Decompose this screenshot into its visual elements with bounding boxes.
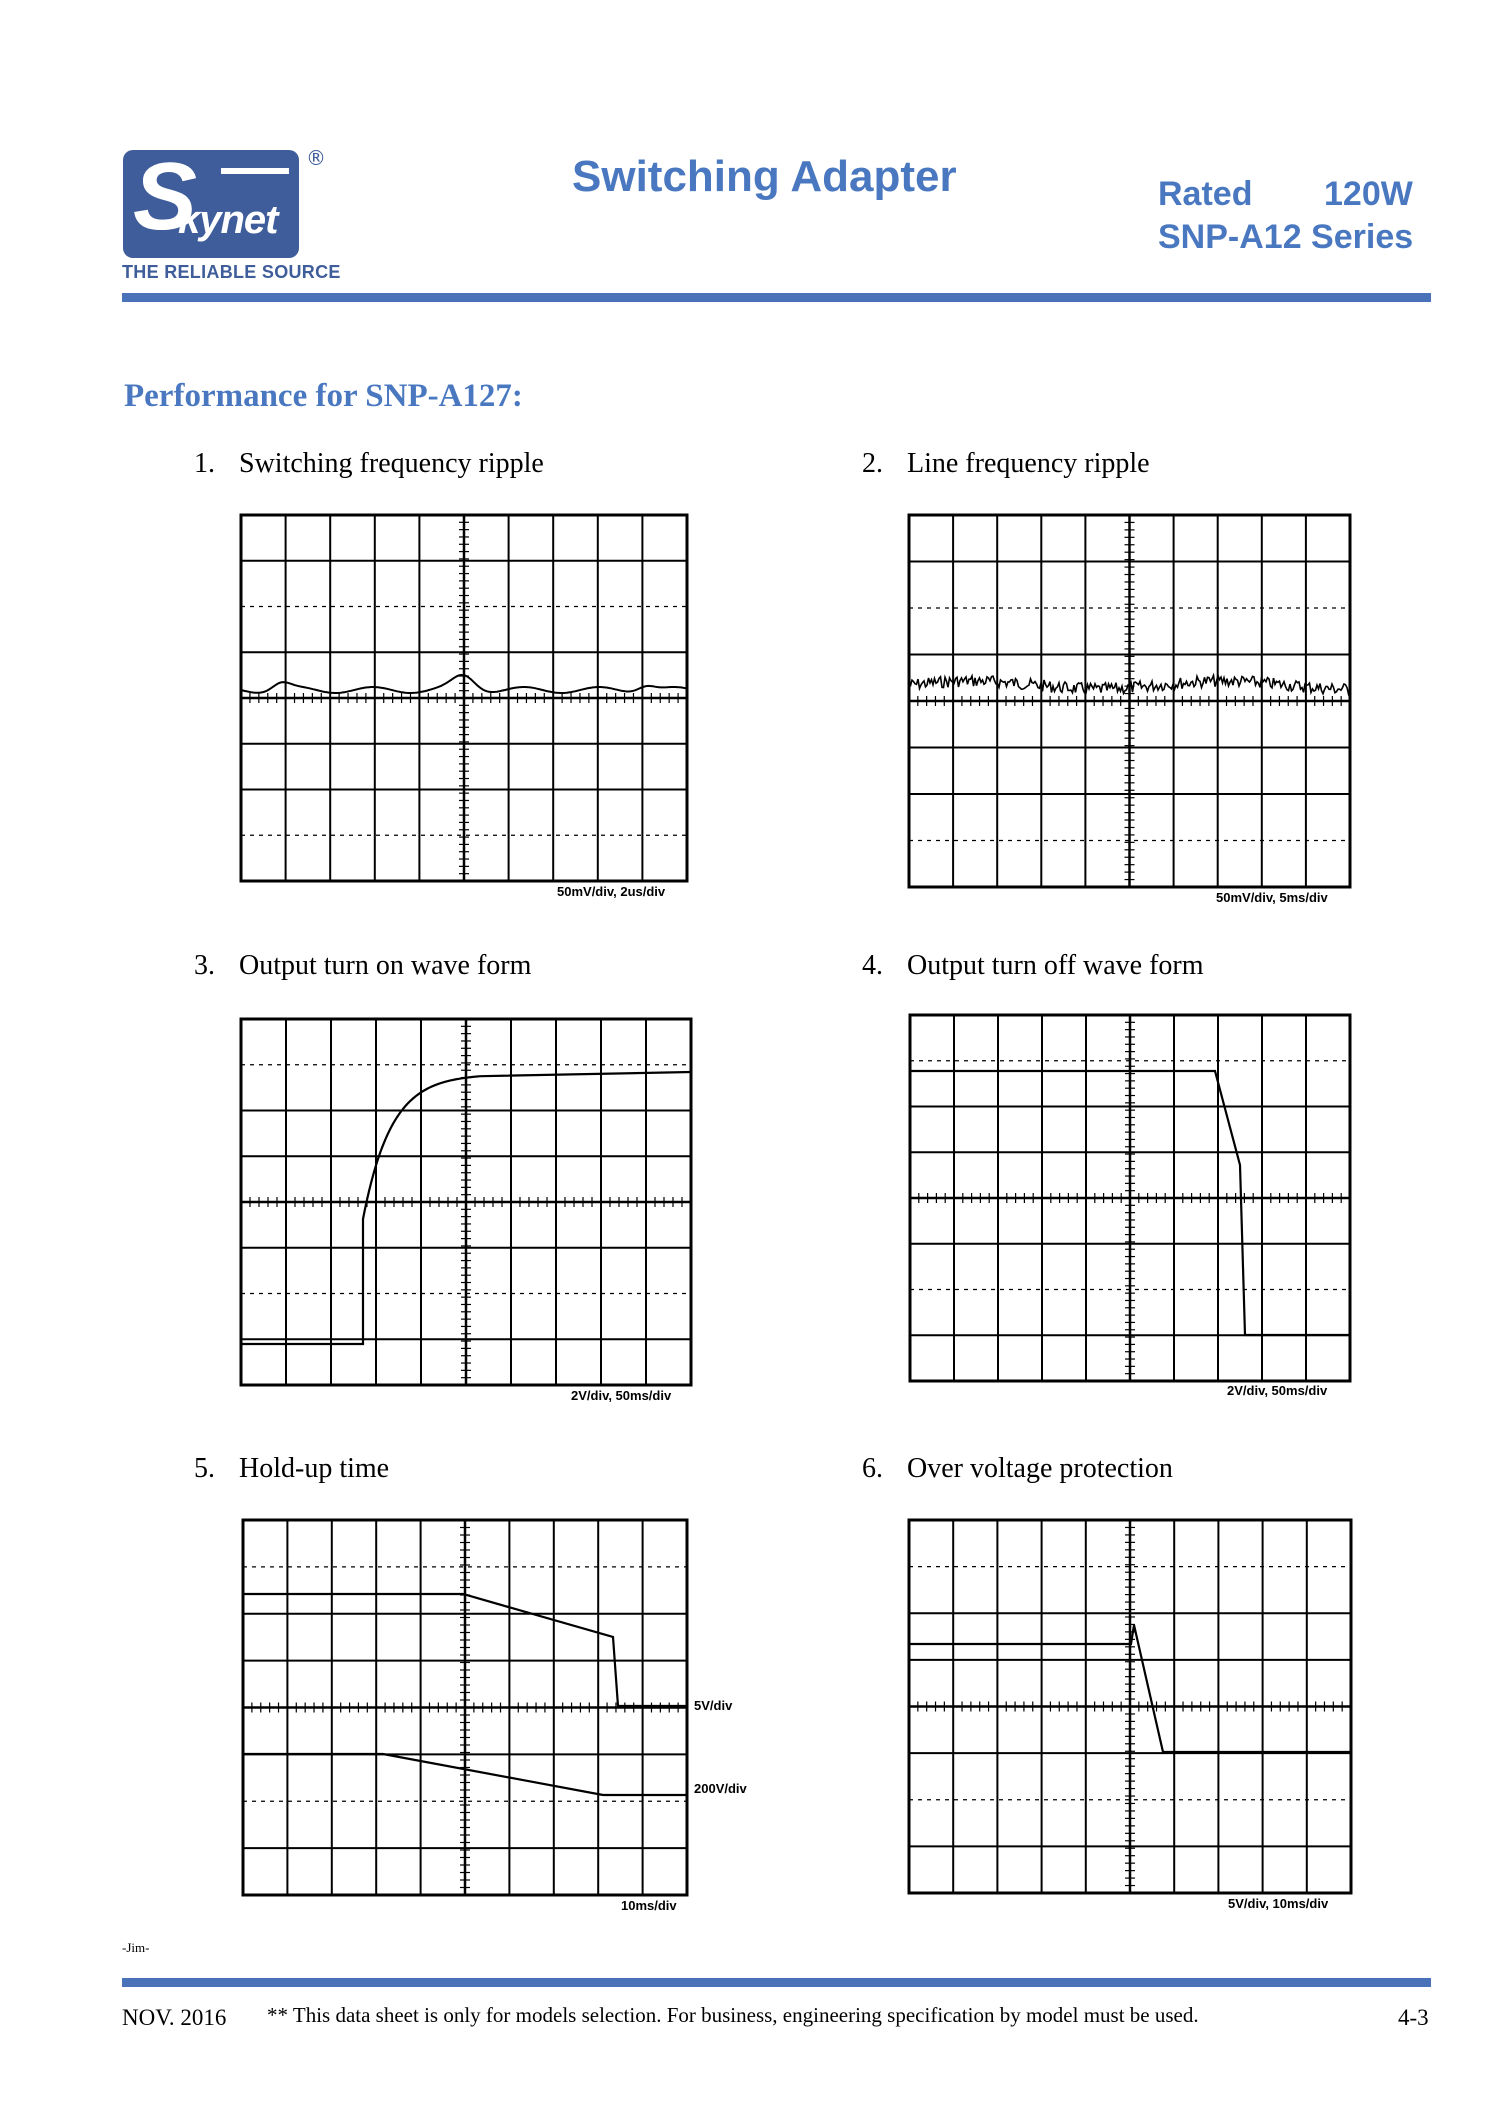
author-note: -Jim- — [122, 1940, 150, 1955]
panel-5-ch2-label: 200V/div — [694, 1781, 747, 1796]
footer-page-number: 4-3 — [1398, 2005, 1429, 2030]
panel-6-title: Over voltage protection — [907, 1453, 1173, 1484]
rated-value: 120W — [1324, 175, 1413, 213]
panel-4-title: Output turn off wave form — [907, 950, 1204, 981]
rated-label: Rated — [1158, 175, 1253, 213]
panel-3-scale-label: 2V/div, 50ms/div — [571, 1388, 672, 1403]
panel-4-number: 4. — [862, 950, 883, 981]
panel-2-title: Line frequency ripple — [907, 448, 1150, 479]
panel-3-number: 3. — [194, 950, 215, 981]
header-rule — [122, 293, 1431, 302]
registered-mark: ® — [306, 146, 326, 170]
logo-tagline: THE RELIABLE SOURCE — [122, 262, 341, 282]
panel-5-number: 5. — [194, 1453, 215, 1484]
logo-s-glyph: S — [133, 143, 194, 250]
scope-grid-6 — [909, 1520, 1351, 1893]
panel-1-number: 1. — [194, 448, 215, 479]
scope-grid-5 — [243, 1520, 687, 1895]
logo-wordmark: kynet — [178, 198, 278, 242]
scope-grid-2 — [909, 515, 1350, 887]
footer-rule — [122, 1978, 1431, 1987]
panel-5-time-label: 10ms/div — [621, 1898, 677, 1913]
scope-grid-1 — [241, 515, 687, 881]
panel-3-title: Output turn on wave form — [239, 950, 532, 981]
panel-5-title: Hold-up time — [239, 1453, 390, 1484]
panel-5-ch1-label: 5V/div — [694, 1698, 733, 1713]
footer-date: NOV. 2016 — [122, 2005, 227, 2030]
series-name: SNP-A12 Series — [1158, 218, 1414, 256]
panel-1-title: Switching frequency ripple — [239, 448, 544, 479]
section-title: Performance for SNP-A127: — [124, 378, 523, 414]
panel-6-scale-label: 5V/div, 10ms/div — [1228, 1896, 1329, 1911]
skynet-logo — [123, 143, 299, 258]
panel-6-number: 6. — [862, 1453, 883, 1484]
logo-bar — [221, 168, 289, 174]
panel-1-scale-label: 50mV/div, 2us/div — [557, 884, 666, 899]
panel-4-scale-label: 2V/div, 50ms/div — [1227, 1383, 1328, 1398]
panel-2-scale-label: 50mV/div, 5ms/div — [1216, 890, 1328, 905]
scope-grid-4 — [910, 1015, 1350, 1381]
scope-grid-3 — [241, 1019, 691, 1385]
panel-2-number: 2. — [862, 448, 883, 479]
footer-disclaimer: ** This data sheet is only for models selection. For business, engineering specification by model must be used. — [267, 2003, 1199, 2027]
page-title: Switching Adapter — [572, 152, 957, 201]
